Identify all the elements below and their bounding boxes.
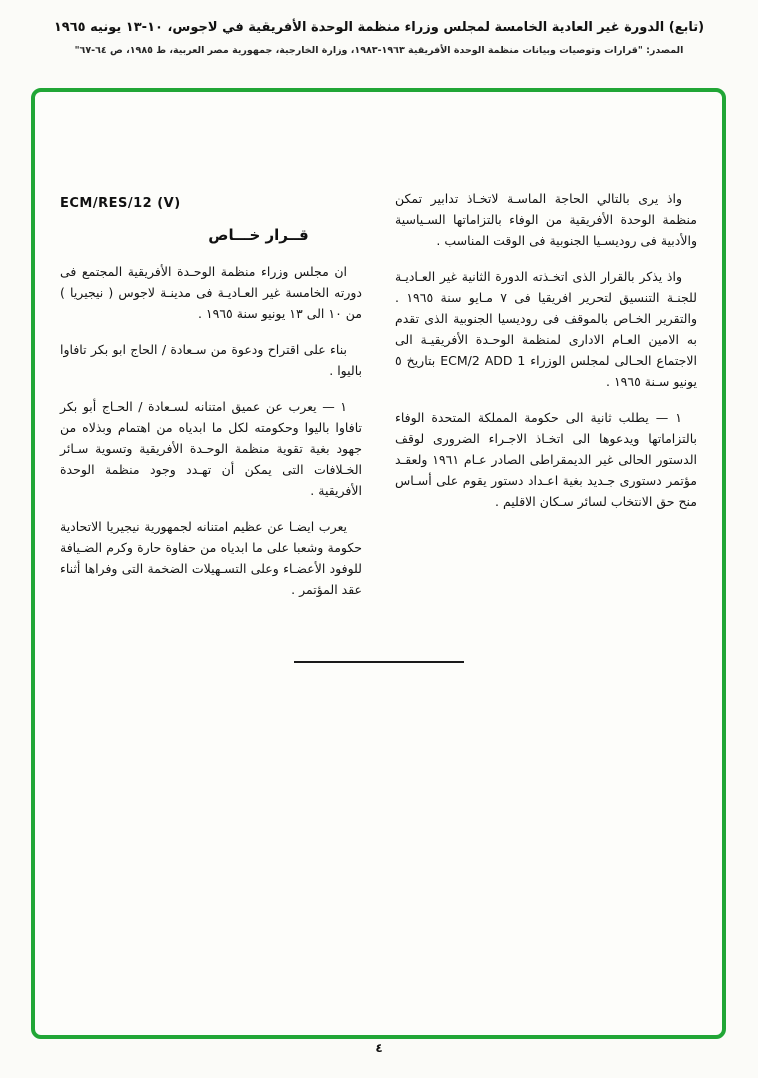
- page-title: (تابع) الدورة غير العادية الخامسة لمجلس وزراء منظمة الوحدة الأفريقية في لاجوس، ١٠-١٣ يونيه ١٩٦٥: [53, 20, 705, 35]
- end-separator: [294, 661, 464, 663]
- page-number: ٤: [375, 1041, 383, 1055]
- page-header: [0, 0, 758, 56]
- text-column-left: [60, 188, 362, 615]
- paragraph: يعرب ايضـا عن عظيم امتنانه لجمهورية نيجيريا الاتحادية حكومة وشعبا على ما ابدياه من حفاوة حارة وكرم الضـيافة للوفود الأعضـاء وعلى التسـهيلات الضخمة التى وفراها أثناء عقد المؤتمر .: [60, 519, 362, 597]
- paragraph: ١ — يطلب ثانية الى حكومة المملكة المتحدة الوفاء بالتزاماتها ويدعوها الى اتخـاذ الاجـراء الضرورى لوقف الدستور الحالى غير الديمقراطى الصادر عـام ١٩٦١ ولعقـد مؤتمر دستورى جـديد بغية اعـداد دستور يقوم على أسـاس منح حق الانتخاب لسائر سـكان الاقليم .: [395, 410, 697, 509]
- text-column-right: [395, 188, 697, 615]
- paragraph: ١ — يعرب عن عميق امتنانه لسـعادة / الحـاج أبو بكر تافاوا باليوا وحكومته لكل ما ابدياه من اهتمام وبذلاه من جهود بغية تقوية منظمة الوحـدة الأفريقية وتسوية سـائر الخـلافات التى يمكن أن تهـدد وجود منظمة الوحدة الأفريقية .: [60, 399, 362, 498]
- resolution-title: قــرار خـــاص: [208, 226, 309, 244]
- document-frame: [31, 88, 726, 1039]
- source-line: المصدر: "قرارات وتوصيات وبيانات منظمة الوحدة الأفريقية ١٩٦٣-١٩٨٣، وزارة الخارجية، جمهورية مصر العربية، ط ١٩٨٥، ص ٦٤-٦٧": [74, 45, 684, 56]
- paragraph: واذ يرى بالتالي الحاجة الماسـة لاتخـاذ تدابير تمكن منظمة الوحدة الأفريقية من الوفاء بالتزاماتها السـياسية والأدبية فى روديسـيا الجنوبية فى الوقت المناسب .: [395, 191, 697, 248]
- document-reference: ECM/RES/12 (V): [60, 196, 181, 211]
- paragraph: ان مجلس وزراء منظمة الوحـدة الأفريقية المجتمع فى دورته الخامسة غير العـاديـة فى مدينـة لاجوس ( نيجيريا ) من ١٠ الى ١٣ يونيو سنة ١٩٦٥ .: [60, 264, 362, 321]
- paragraph: واذ يذكر بالقرار الذى اتخـذته الدورة الثانية غير العـاديـة للجنـة التنسيق لتحرير افريقيا فى ٧ مـايو سنة ١٩٦٥ . والتقرير الخـاص بالموقف فى روديسيا الجنوبية الذى تقدم به الامين العـام الادارى لمنظمة الوحـدة الأفريقيـة الى الاجتماع الحـالى لمجلس الوزراء ECM/2 ADD 1 بتاريخ ٥ يونيو سـنة ١٩٦٥ .: [395, 269, 697, 389]
- document-body: [35, 92, 722, 615]
- paragraph: بناء على اقتراح ودعوة من سـعادة / الحاج ابو بكر تافاوا باليوا .: [60, 342, 362, 378]
